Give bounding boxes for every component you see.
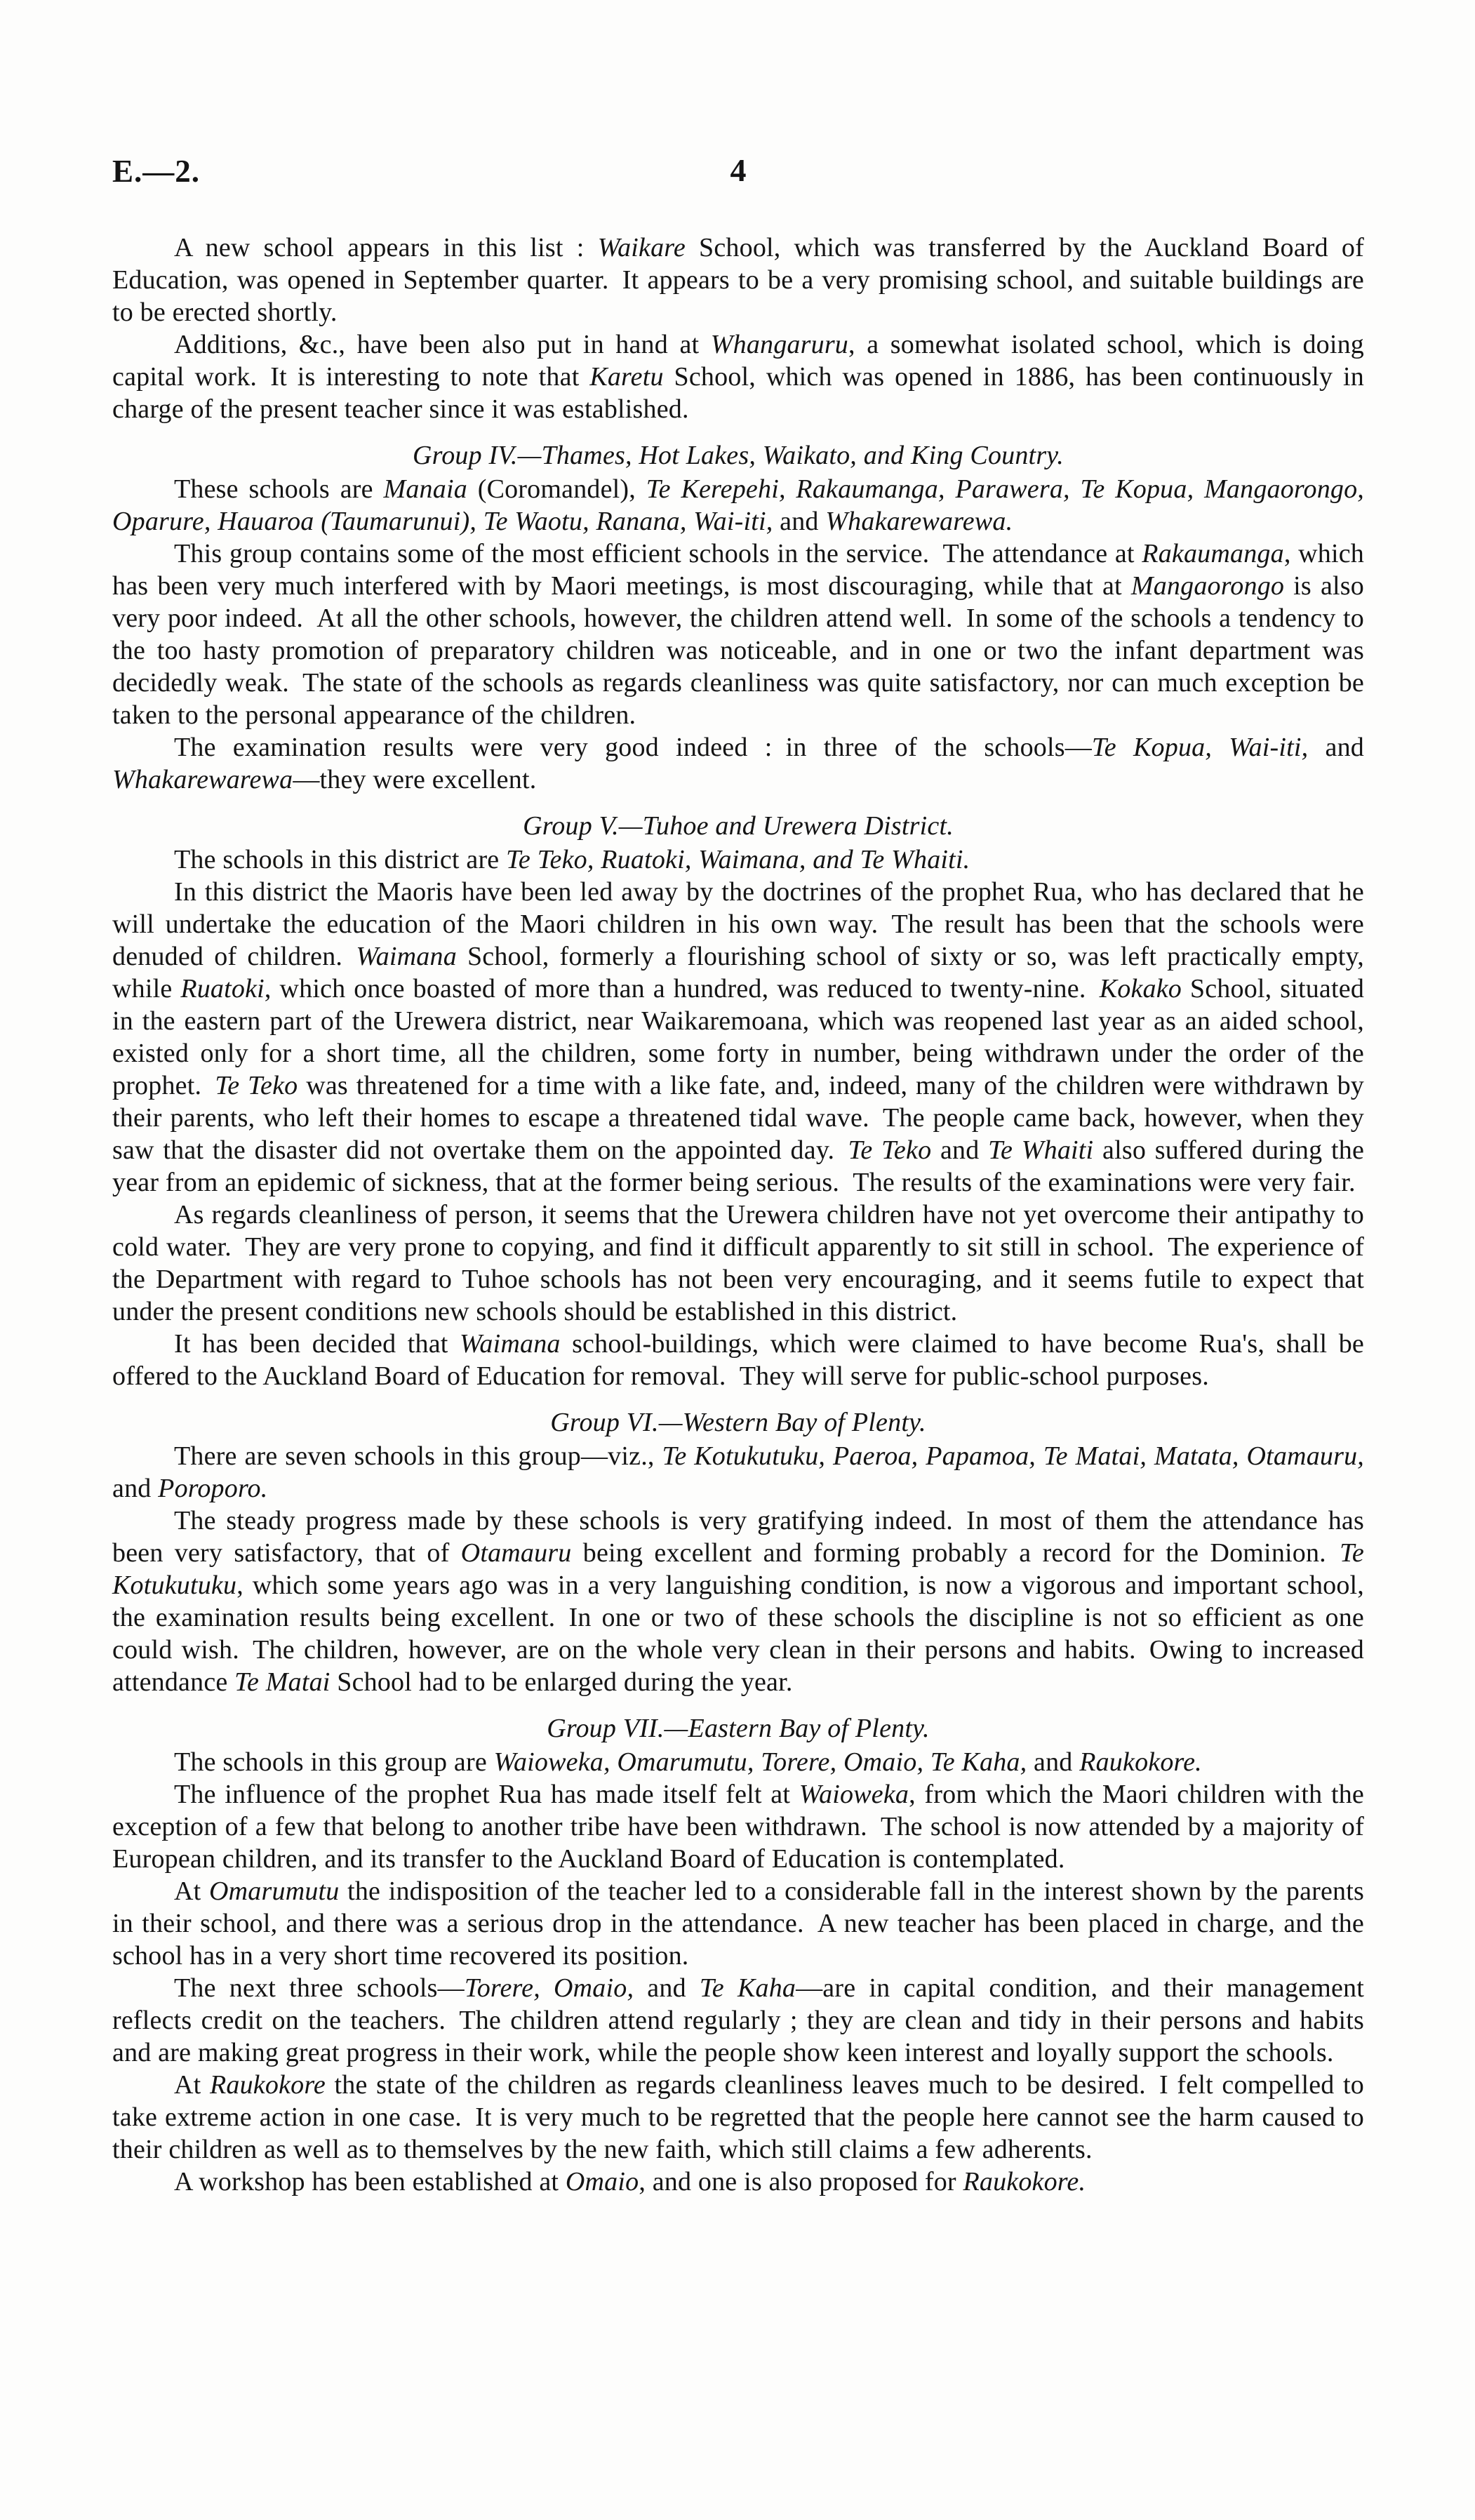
text-run: The influence of the prophet Rua has made itself felt at: [174, 1780, 799, 1809]
body-paragraph: [112, 1199, 1364, 1328]
text-run: —they were excellent.: [293, 765, 537, 794]
text-run: —are in capital condition, and their management reflects credit on the teachers. The children attend regularly ; they are clean and tidy in their persons and habits and are making great progress in their work, while the people show keen interest and loyally support the schools.: [112, 1973, 1364, 2067]
text-run: A workshop has been established at: [174, 2167, 566, 2196]
text-run: These schools are: [174, 474, 384, 504]
text-run: There are seven schools in this group—viz.,: [174, 1441, 662, 1471]
body-paragraph: [112, 2166, 1364, 2198]
italic-run: Waimana: [356, 942, 457, 971]
section-heading: [112, 810, 1364, 842]
body-paragraph: [112, 731, 1364, 796]
body-paragraph: [112, 1328, 1364, 1392]
text-run: School had to be enlarged during the year.: [330, 1667, 793, 1697]
body-paragraph: [112, 1778, 1364, 1875]
italic-run: Waimana: [460, 1329, 561, 1359]
italic-run: Whangaruru: [710, 330, 849, 359]
text-run: being excellent and forming probably a record for the Dominion.: [571, 1538, 1340, 1568]
italic-run: Waioweka, Omarumutu, Torere, Omaio, Te Kaha,: [493, 1747, 1027, 1777]
body-paragraph: [112, 538, 1364, 731]
text-run: The schools in this district are: [174, 845, 507, 874]
body-paragraph: [112, 1440, 1364, 1505]
text-run: The next three schools—: [174, 1973, 465, 2003]
text-run: , a somewhat isolated school, which is doing capital work. It is interesting to note that: [112, 330, 1365, 392]
italic-run: Karetu: [589, 362, 664, 392]
text-run: The examination results were very good indeed : in three of the schools—: [174, 733, 1092, 762]
italic-run: Te Teko: [215, 1071, 298, 1100]
italic-run: Torere, Omaio,: [464, 1973, 634, 2003]
italic-run: Group VI.—Western Bay of Plenty.: [550, 1408, 926, 1437]
text-run: , which has been very much interfered with by Maori meetings, is most discouraging, while that at: [112, 539, 1364, 601]
text-run: In this district the Maoris have been led away by the doctrines of the prophet Rua, who has declared that he will undertake the education of the Maori children in his own way. The result has been that the schools were denuded of children.: [112, 877, 1364, 971]
italic-run: Te Kaha: [699, 1973, 796, 2003]
text-run: This group contains some of the most efficient schools in the service. The attendance at: [174, 539, 1142, 568]
text-run: is also very poor indeed. At all the other schools, however, the children attend well. In some of the schools a tendency to the too hasty promotion of preparatory children was noticeable, and in one or two the infant department was decidedly weak. The state of the schools as regards cleanliness was quite satisfactory, nor can much exception be taken to the personal appearance of the children.: [112, 571, 1364, 730]
text-run: As regards cleanliness of person, it seems that the Urewera children have not yet overcome their antipathy to cold water. They are very prone to copying, and find it difficult apparently to sit still in school. The experience of the Department with regard to Tuhoe schools has not been very encouraging, and it seems futile to expect that under the present conditions new schools should be established in this district.: [112, 1200, 1364, 1326]
text-run: the indisposition of the teacher led to a considerable fall in the interest shown by the parents in their school, and there was a serious drop in the attendance. A new teacher has been placed in charge, and the school has in a very short time recovered its position.: [112, 1876, 1364, 1971]
italic-run: Waioweka: [799, 1780, 909, 1809]
text-run: and: [1308, 733, 1365, 762]
text-run: was threatened for a time with a like fate, and, indeed, many of the children were withdrawn by their parents, who left their homes to escape a threatened tidal wave. The people came back, however, when they saw that the disaster did not overtake them on the appointed day.: [112, 1071, 1364, 1165]
text-run: School, which was transferred by the Auckland Board of Education, was opened in September quarter. It appears to be a very promising school, and suitable buildings are to be erected shortly.: [112, 233, 1364, 327]
italic-run: Te Kerepehi, Rakaumanga, Parawera, Te Kopua, Mangaorongo, Oparure, Hauaroa (Taumarunui), Te Waotu, Ranana, Wai-iti,: [112, 474, 1365, 536]
page-header: [112, 153, 1364, 195]
italic-run: Waikare: [597, 233, 686, 262]
section-heading: [112, 439, 1364, 472]
italic-run: Te Teko: [848, 1135, 932, 1165]
text-run: School, situated in the eastern part of the Urewera district, near Waikaremoana, which was reopened last year as an aided school, existed only for a short time, all the children, some forty in number, being withdrawn under the order of the prophet.: [112, 974, 1365, 1100]
italic-run: Omaio: [565, 2167, 639, 2196]
text-run: Additions, &c., have been also put in hand at: [174, 330, 711, 359]
text-run: , which once boasted of more than a hundred, was reduced to twenty-nine.: [264, 974, 1100, 1004]
text-run: and: [1027, 1747, 1080, 1777]
text-run: , from which the Maori children with the exception of a few that belong to another tribe have been withdrawn. The school is now attended by a majority of European children, and its transfer to the Auckland Board of Education is contemplated.: [112, 1780, 1364, 1874]
italic-run: Kokako: [1099, 974, 1182, 1004]
section-heading: [112, 1712, 1364, 1745]
document-reference: E.—2.: [112, 154, 201, 189]
italic-run: Rakaumanga: [1142, 539, 1284, 568]
section-heading: [112, 1406, 1364, 1439]
body-paragraph: [112, 876, 1364, 1199]
italic-run: Otamauru: [460, 1538, 572, 1568]
body-paragraph: [112, 1972, 1364, 2069]
text-run: and: [773, 507, 826, 536]
text-run: school-buildings, which were claimed to have become Rua's, shall be offered to the Auckland Board of Education for removal. They will serve for public-school purposes.: [112, 1329, 1364, 1391]
text-run: At: [174, 2070, 210, 2100]
italic-run: Raukokore.: [1079, 1747, 1202, 1777]
text-run: the state of the children as regards cleanliness leaves much to be desired. I felt compelled to take extreme action in one case. It is very much to be regretted that the people here cannot see the harm caused to their children as well as to themselves by the new faith, which still claims a few adherents.: [112, 2070, 1364, 2164]
text-run: School, which was opened in 1886, has been continuously in charge of the present teacher since it was established.: [112, 362, 1364, 424]
body-paragraph: [112, 473, 1364, 538]
body-paragraph: [112, 1746, 1364, 1778]
text-run: and: [931, 1135, 989, 1165]
text-run: At: [174, 1876, 210, 1906]
italic-run: Te Kotukutuku: [112, 1538, 1364, 1600]
italic-run: Manaia: [383, 474, 467, 504]
body-paragraph: [112, 328, 1364, 425]
text-run: also suffered during the year from an epidemic of sickness, that at the former being serious. The results of the examinations were very fair.: [112, 1135, 1365, 1197]
text-run: and: [634, 1973, 700, 2003]
italic-run: Te Kotukutuku, Paeroa, Papamoa, Te Matai, Matata, Otamauru,: [662, 1441, 1364, 1471]
page-number: 4: [730, 152, 747, 188]
italic-run: Group IV.—Thames, Hot Lakes, Waikato, and King Country.: [413, 441, 1064, 470]
body-paragraph: [112, 1505, 1364, 1698]
text-run: The steady progress made by these schools is very gratifying indeed. In most of them the attendance has been very satisfactory, that of: [112, 1506, 1364, 1568]
body-paragraph: [112, 2069, 1364, 2166]
body-paragraph: [112, 1875, 1364, 1972]
text-run: It has been decided that: [174, 1329, 460, 1359]
italic-run: Mangaorongo: [1130, 571, 1285, 601]
text-run: , and one is also proposed for: [639, 2167, 963, 2196]
italic-run: Group VII.—Eastern Bay of Plenty.: [547, 1714, 930, 1743]
body-paragraph: [112, 232, 1364, 328]
italic-run: Poroporo.: [158, 1474, 268, 1503]
text-run: School, formerly a flourishing school of sixty or so, was left practically empty, while: [112, 942, 1364, 1004]
italic-run: Ruatoki: [180, 974, 265, 1004]
italic-run: Te Whaiti: [988, 1135, 1094, 1165]
italic-run: Te Teko, Ruatoki, Waimana, and Te Whaiti.: [506, 845, 970, 874]
report-body: [112, 232, 1364, 2198]
text-run: (Coromandel),: [467, 474, 646, 504]
italic-run: Raukokore.: [963, 2167, 1086, 2196]
italic-run: Omarumutu: [209, 1876, 340, 1906]
text-run: , which some years ago was in a very languishing condition, is now a vigorous and important school, the examination results being excellent. In one or two of these schools the discipline is not so efficient as one could wish. The children, however, are on the whole very clean in their persons and habits. Owing to increased attendance: [112, 1571, 1364, 1697]
italic-run: Te Matai: [234, 1667, 331, 1697]
text-run: The schools in this group are: [174, 1747, 494, 1777]
text-run: and: [112, 1474, 159, 1503]
body-paragraph: [112, 844, 1364, 876]
italic-run: Raukokore: [209, 2070, 326, 2100]
text-run: A new school appears in this list :: [174, 233, 598, 262]
italic-run: Whakarewarewa.: [825, 507, 1013, 536]
italic-run: Whakarewarewa: [112, 765, 293, 794]
italic-run: Te Kopua, Wai-iti,: [1091, 733, 1309, 762]
italic-run: Group V.—Tuhoe and Urewera District.: [523, 811, 954, 841]
